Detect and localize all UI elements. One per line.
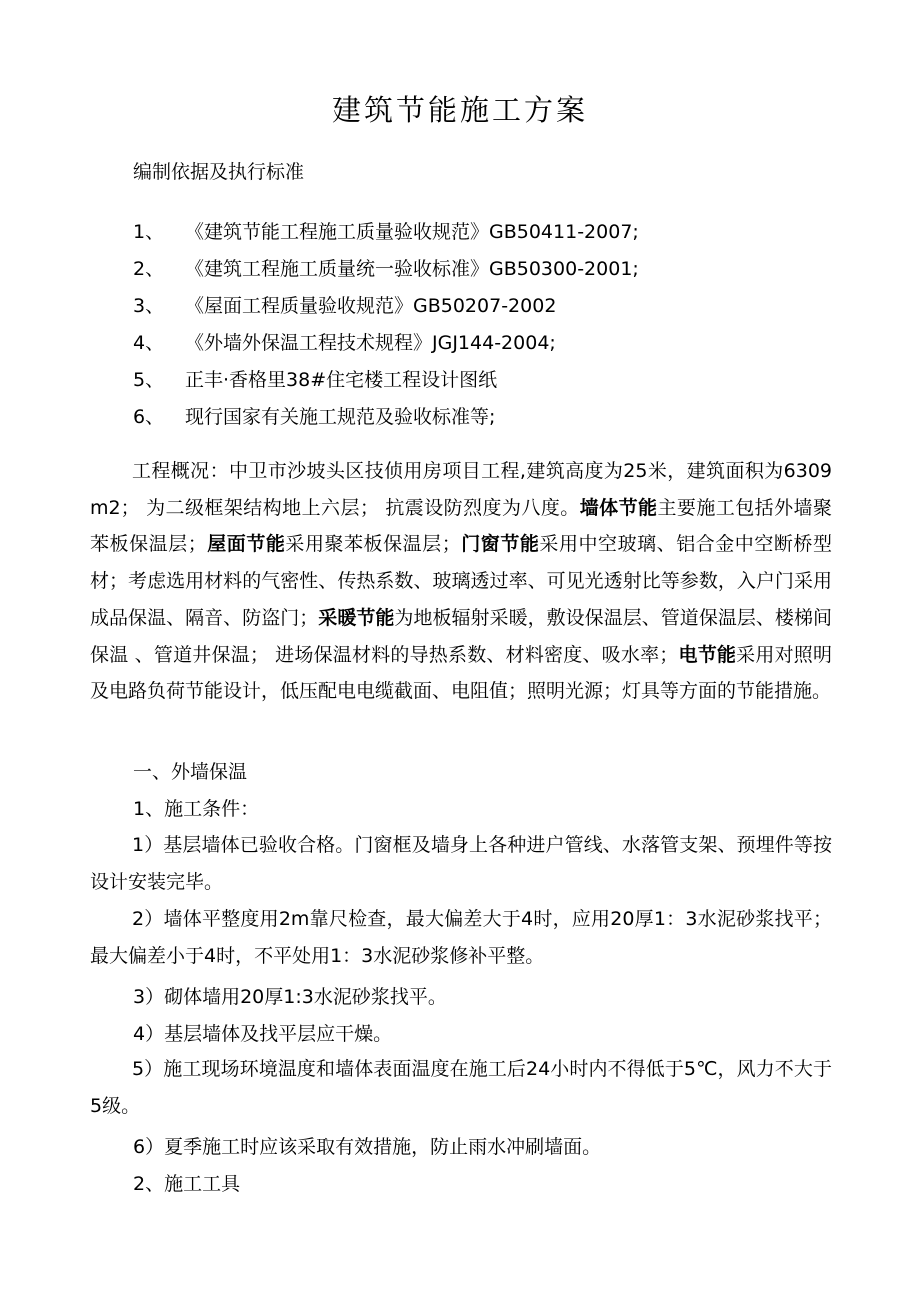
reference-number: 5、 <box>133 369 165 391</box>
project-overview <box>90 453 832 710</box>
condition-text: 1）基层墙体已验收合格。门窗框及墙身上各种进户管线、水落管支架、预埋件等按设计安装完毕。 <box>90 834 832 893</box>
condition-item: 3）砌体墙用20厚1:3水泥砂浆找平。 <box>133 986 447 1008</box>
reference-item <box>133 403 495 431</box>
condition-item: 4）基层墙体及找平层应干燥。 <box>133 1023 393 1045</box>
condition-item <box>90 827 832 900</box>
reference-text: 正丰·香格里38#住宅楼工程设计图纸 <box>185 369 498 391</box>
basis-heading: 编制依据及执行标准 <box>133 161 305 183</box>
reference-text: 《屋面工程质量验收规范》GB50207-2002 <box>185 295 557 317</box>
reference-number: 4、 <box>133 332 165 354</box>
reference-number: 6、 <box>133 406 165 428</box>
condition-text: 2）墙体平整度用2m靠尺检查，最大偏差大于4时，应用20厚1：3水泥砂浆找平；最大偏差小于4时，不平处用1：3水泥砂浆修补平整。 <box>90 908 832 967</box>
reference-item <box>133 255 639 283</box>
overview-text: 主要施工包括外墙聚苯板保温层； <box>90 496 832 556</box>
reference-number: 3、 <box>133 295 165 317</box>
reference-text: 《外墙外保温工程技术规程》JGJ144-2004; <box>185 332 556 354</box>
condition-item <box>90 901 832 974</box>
reference-number: 1、 <box>133 221 165 243</box>
reference-item <box>133 329 556 357</box>
reference-text: 《建筑工程施工质量统一验收标准》GB50300-2001; <box>185 258 639 280</box>
subsection-heading: 2、施工工具 <box>133 1173 241 1195</box>
overview-keyword: 门窗节能 <box>460 533 540 556</box>
reference-item <box>133 218 639 246</box>
overview-keyword: 屋面节能 <box>206 533 286 556</box>
condition-text: 5）施工现场环境温度和墙体表面温度在施工后24小时内不得低于5℃，风力不大于5级。 <box>90 1058 832 1117</box>
overview-keyword: 墙体节能 <box>579 496 658 519</box>
reference-text: 《建筑节能工程施工质量验收规范》GB50411-2007; <box>185 221 639 243</box>
overview-text: 为地板辐射采暖，敷设保温层、管道保温层、楼梯间保温 、管道井保温； 进场保温材料的导热系数、材料密度、吸水率； <box>90 606 832 666</box>
overview-text: 采用中空玻璃、铝合金中空断桥型材；考虑选用材料的气密性、传热系数、玻璃透过率、可见光透射比等参数，入户门采用成品保温、隔音、防盗门； <box>90 533 832 629</box>
reference-item <box>133 292 556 320</box>
section-heading: 一、外墙保温 <box>133 761 248 783</box>
reference-number: 2、 <box>133 258 165 280</box>
overview-text: 采用对照明及电路负荷节能设计，低压配电电缆截面、电阻值；照明光源；灯具等方面的节能措施。 <box>90 643 832 703</box>
document-title: 建筑节能施工方案 <box>331 93 588 127</box>
reference-item <box>133 366 497 394</box>
overview-text: 采用聚苯板保温层； <box>285 533 461 556</box>
condition-item <box>90 1051 832 1124</box>
overview-keyword: 电节能 <box>678 643 737 666</box>
overview-keyword: 采暖节能 <box>318 606 395 629</box>
reference-text: 现行国家有关施工规范及验收标准等; <box>185 406 496 428</box>
subsection-heading: 1、施工条件： <box>133 798 260 820</box>
condition-item: 6）夏季施工时应该采取有效措施，防止雨水冲刷墙面。 <box>133 1136 602 1158</box>
overview-text: 工程概况：中卫市沙坡头区技侦用房项目工程,建筑高度为25米，建筑面积为6309 m2； 为二级框架结构地上六层； 抗震设防烈度为八度。 <box>90 460 832 519</box>
